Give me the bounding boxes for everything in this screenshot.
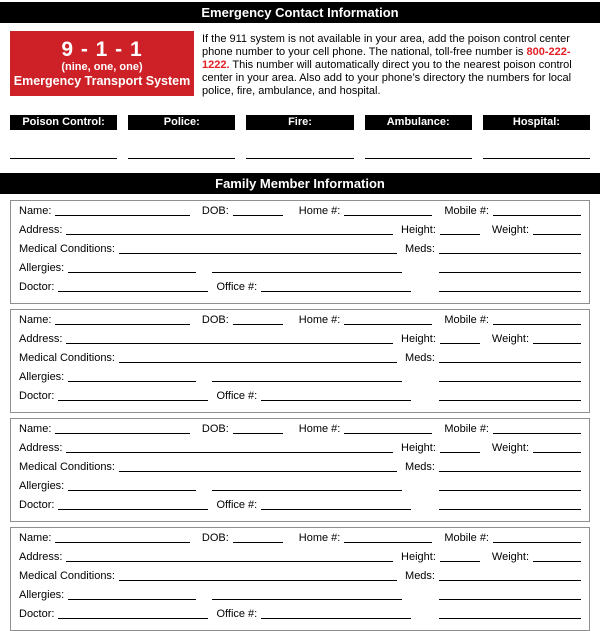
address-label: Address:: [19, 442, 63, 454]
family-member-box: [10, 309, 590, 413]
member-row-doctor: [19, 281, 581, 300]
doctor-label: Doctor:: [19, 608, 55, 620]
member-row-medical: [19, 570, 581, 589]
weight-blank-line: [533, 452, 581, 453]
emergency-contact-header: [0, 2, 600, 23]
member-row-allergies: [19, 262, 581, 281]
home-number-blank-line: [344, 542, 432, 543]
intro-paragraph: [202, 31, 590, 98]
member-row-medical: [19, 243, 581, 262]
meds-label: Meds:: [405, 243, 435, 255]
member-row-address: [19, 442, 581, 461]
member-row-doctor: [19, 608, 581, 627]
doctor-blank-line: [58, 509, 208, 510]
meds-continuation-blank-line-2: [439, 291, 581, 292]
intro-section: [10, 31, 590, 98]
family-members-list: [10, 200, 590, 631]
home-number-blank-line: [344, 433, 432, 434]
address-blank-line: [66, 234, 393, 235]
allergies-label: Allergies:: [19, 371, 65, 383]
mobile-number-label: Mobile #:: [444, 532, 489, 544]
hospital-blank-line: [483, 158, 590, 159]
allergies-blank-line: [68, 490, 196, 491]
weight-blank-line: [533, 343, 581, 344]
medical-conditions-blank-line: [119, 580, 397, 581]
meds-continuation-blank-line-2: [439, 618, 581, 619]
allergies-label: Allergies:: [19, 480, 65, 492]
emergency-contacts-labels-row: [10, 115, 590, 130]
weight-label: Weight:: [491, 224, 529, 236]
address-blank-line: [66, 561, 393, 562]
hospital-label: Hospital:: [483, 115, 590, 130]
family-member-box: [10, 418, 590, 522]
meds-continuation-blank-line: [439, 381, 581, 382]
emergency-contacts-blank-lines-row: [10, 158, 590, 159]
member-row-medical: [19, 352, 581, 371]
allergies-extra-blank-line: [212, 599, 402, 600]
weight-label: Weight:: [491, 551, 529, 563]
member-row-address: [19, 551, 581, 570]
meds-label: Meds:: [405, 570, 435, 582]
office-number-label: Office #:: [216, 608, 258, 620]
doctor-blank-line: [58, 618, 208, 619]
911-red-box: [10, 31, 194, 96]
weight-label: Weight:: [491, 442, 529, 454]
allergies-blank-line: [68, 272, 196, 273]
medical-conditions-label: Medical Conditions:: [19, 243, 115, 255]
member-row-name: [19, 205, 581, 224]
mobile-number-blank-line: [493, 433, 581, 434]
dob-blank-line: [233, 542, 283, 543]
mobile-number-blank-line: [493, 324, 581, 325]
mobile-number-blank-line: [493, 542, 581, 543]
ambulance-label: Ambulance:: [365, 115, 472, 130]
meds-label: Meds:: [405, 461, 435, 473]
name-label: Name:: [19, 314, 52, 326]
home-number-label: Home #:: [298, 314, 341, 326]
height-label: Height:: [401, 442, 436, 454]
911-pronunciation: (nine, one, one): [61, 60, 143, 73]
meds-label: Meds:: [405, 352, 435, 364]
allergies-blank-line: [68, 599, 196, 600]
fire-label: Fire:: [246, 115, 353, 130]
intro-text-after-phone: This number will automatically direct you to the nearest poison control center in your area. Also add to your phone’s directory the numbers for local police, fire, ambulance, and hospital.: [202, 59, 572, 97]
meds-blank-line: [439, 580, 581, 581]
doctor-blank-line: [58, 291, 208, 292]
member-row-allergies: [19, 589, 581, 608]
dob-label: DOB:: [201, 314, 229, 326]
fire-blank-line: [246, 158, 353, 159]
office-number-blank-line: [261, 400, 411, 401]
name-label: Name:: [19, 205, 52, 217]
mobile-number-label: Mobile #:: [444, 314, 489, 326]
office-number-blank-line: [261, 618, 411, 619]
family-member-box: [10, 527, 590, 631]
dob-blank-line: [233, 433, 283, 434]
member-row-allergies: [19, 480, 581, 499]
weight-blank-line: [533, 234, 581, 235]
office-number-label: Office #:: [216, 281, 258, 293]
allergies-label: Allergies:: [19, 589, 65, 601]
medical-conditions-blank-line: [119, 471, 397, 472]
height-blank-line: [440, 234, 480, 235]
meds-continuation-blank-line: [439, 599, 581, 600]
family-member-title: Family Member Information: [215, 176, 385, 191]
height-blank-line: [440, 343, 480, 344]
height-label: Height:: [401, 333, 436, 345]
weight-blank-line: [533, 561, 581, 562]
home-number-label: Home #:: [298, 532, 341, 544]
allergies-extra-blank-line: [212, 490, 402, 491]
member-row-address: [19, 333, 581, 352]
office-number-label: Office #:: [216, 390, 258, 402]
address-blank-line: [66, 452, 393, 453]
police-blank-line: [128, 158, 235, 159]
mobile-number-label: Mobile #:: [444, 205, 489, 217]
height-blank-line: [440, 561, 480, 562]
office-number-label: Office #:: [216, 499, 258, 511]
allergies-extra-blank-line: [212, 272, 402, 273]
medical-conditions-blank-line: [119, 253, 397, 254]
meds-blank-line: [439, 362, 581, 363]
weight-label: Weight:: [491, 333, 529, 345]
member-row-name: [19, 532, 581, 551]
height-blank-line: [440, 452, 480, 453]
poison-control-blank-line: [10, 158, 117, 159]
office-number-blank-line: [261, 509, 411, 510]
height-label: Height:: [401, 224, 436, 236]
home-number-label: Home #:: [298, 423, 341, 435]
name-blank-line: [55, 433, 189, 434]
member-row-doctor: [19, 390, 581, 409]
allergies-extra-blank-line: [212, 381, 402, 382]
family-member-box: [10, 200, 590, 304]
mobile-number-label: Mobile #:: [444, 423, 489, 435]
family-member-header: [0, 173, 600, 194]
police-label: Police:: [128, 115, 235, 130]
dob-label: DOB:: [201, 423, 229, 435]
address-label: Address:: [19, 333, 63, 345]
doctor-blank-line: [58, 400, 208, 401]
member-row-medical: [19, 461, 581, 480]
meds-continuation-blank-line: [439, 272, 581, 273]
911-caption: Emergency Transport System: [13, 73, 191, 88]
name-label: Name:: [19, 423, 52, 435]
address-blank-line: [66, 343, 393, 344]
name-blank-line: [55, 542, 189, 543]
member-row-allergies: [19, 371, 581, 390]
poison-control-label: Poison Control:: [10, 115, 117, 130]
doctor-label: Doctor:: [19, 390, 55, 402]
poison-control-phone-number: 800-222-1222.: [202, 46, 571, 71]
emergency-contact-title: Emergency Contact Information: [201, 5, 399, 20]
home-number-label: Home #:: [298, 205, 341, 217]
doctor-label: Doctor:: [19, 281, 55, 293]
address-label: Address:: [19, 551, 63, 563]
dob-blank-line: [233, 215, 283, 216]
allergies-blank-line: [68, 381, 196, 382]
member-row-name: [19, 314, 581, 333]
member-row-address: [19, 224, 581, 243]
medical-conditions-label: Medical Conditions:: [19, 570, 115, 582]
name-blank-line: [55, 324, 189, 325]
home-number-blank-line: [344, 215, 432, 216]
medical-conditions-label: Medical Conditions:: [19, 461, 115, 473]
doctor-label: Doctor:: [19, 499, 55, 511]
medical-conditions-blank-line: [119, 362, 397, 363]
meds-blank-line: [439, 253, 581, 254]
dob-label: DOB:: [201, 205, 229, 217]
dob-blank-line: [233, 324, 283, 325]
name-blank-line: [55, 215, 189, 216]
mobile-number-blank-line: [493, 215, 581, 216]
address-label: Address:: [19, 224, 63, 236]
member-row-name: [19, 423, 581, 442]
name-label: Name:: [19, 532, 52, 544]
meds-continuation-blank-line-2: [439, 509, 581, 510]
dob-label: DOB:: [201, 532, 229, 544]
medical-conditions-label: Medical Conditions:: [19, 352, 115, 364]
allergies-label: Allergies:: [19, 262, 65, 274]
intro-text-before-phone: If the 911 system is not available in your area, add the poison control center phone number to your cell phone. The national, toll-free number is: [202, 33, 570, 58]
meds-continuation-blank-line: [439, 490, 581, 491]
meds-blank-line: [439, 471, 581, 472]
height-label: Height:: [401, 551, 436, 563]
office-number-blank-line: [261, 291, 411, 292]
meds-continuation-blank-line-2: [439, 400, 581, 401]
911-number: 9 - 1 - 1: [61, 37, 143, 61]
home-number-blank-line: [344, 324, 432, 325]
member-row-doctor: [19, 499, 581, 518]
ambulance-blank-line: [365, 158, 472, 159]
